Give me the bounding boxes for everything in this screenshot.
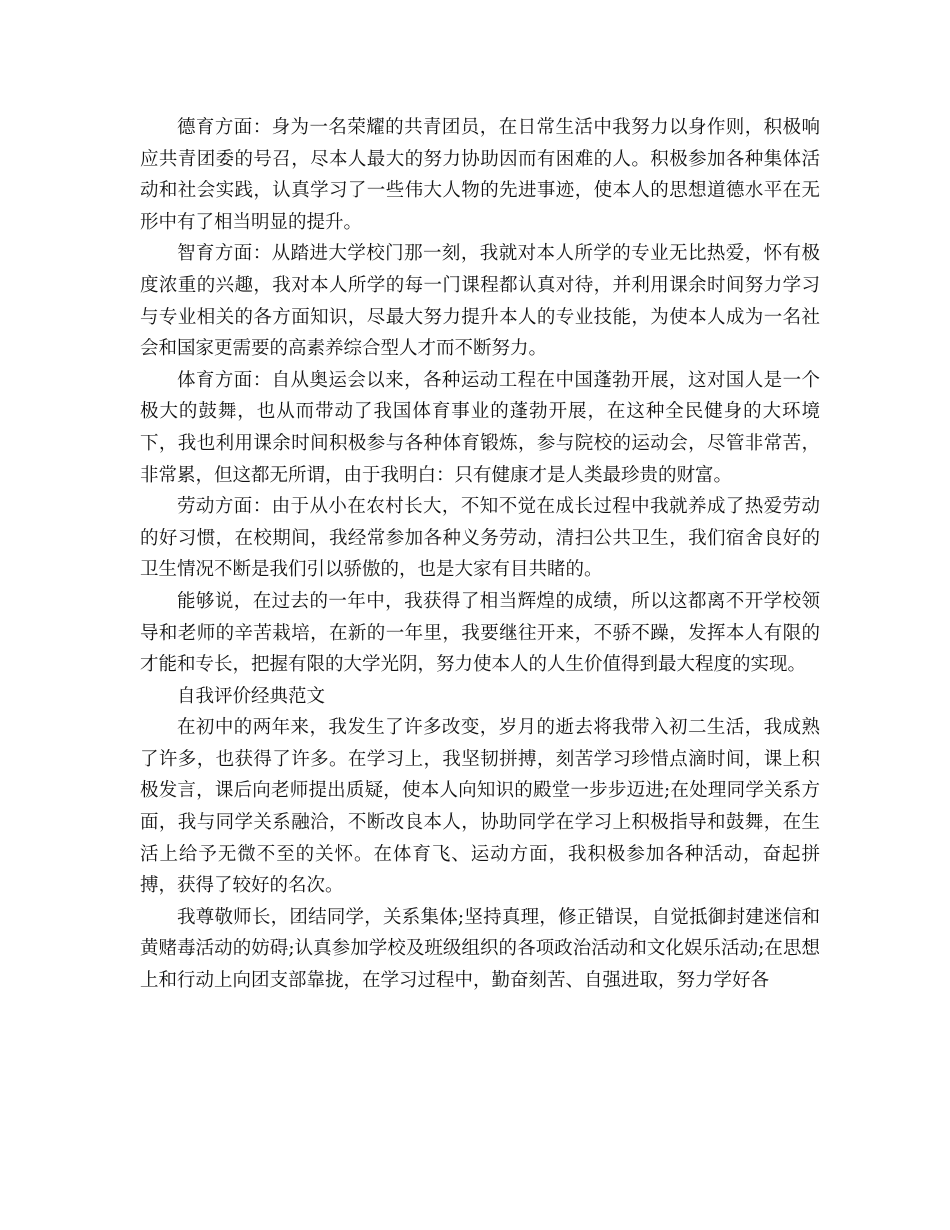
paragraph-intellectual-education: 智育方面：从踏进大学校门那一刻，我就对本人所学的专业无比热爱，怀有极度浓重的兴趣，我对本人所学的每一门课程都认真对待，并利用课余时间努力学习与专业相关的各方面知识，尽最大努力提升本人的专业技能，为使本人成为一名社会和国家更需要的高素养综合型人才而不断努力。 [140,243,820,360]
paragraph-respect: 我尊敬师长，团结同学，关系集体;坚持真理，修正错误，自觉抵御封建迷信和黄赌毒活动的妨碍;认真参加学校及班级组织的各项政治活动和文化娱乐活动;在思想上和行动上向团支部靠拢，在学习过程中，勤奋刻苦、自强进取，努力学好各 [140,906,820,992]
paragraph-moral-education: 德育方面：身为一名荣耀的共青团员，在日常生活中我努力以身作则，积极响应共青团委的号召，尽本人最大的努力协助因而有困难的人。积极参加各种集体活动和社会实践，认真学习了一些伟大人物的先进事迹，使本人的思想道德水平在无形中有了相当明显的提升。 [140,117,820,233]
document-body [140,112,820,997]
paragraph-physical-education: 体育方面：自从奥运会以来，各种运动工程在中国蓬勃开展，这对国人是一个极大的鼓舞，也从而带动了我国体育事业的蓬勃开展，在这种全民健身的大环境下，我也利用课余时间积极参与各种体育锻炼，参与院校的运动会，尽管非常苦，非常累，但这都无所谓，由于我明白：只有健康才是人类最珍贵的财富。 [140,369,820,486]
paragraph-labor: 劳动方面：由于从小在农村长大，不知不觉在成长过程中我就养成了热爱劳动的好习惯，在校期间，我经常参加各种义务劳动，清扫公共卫生，我们宿舍良好的卫生情况不断是我们引以骄傲的，也是大家有目共睹的。 [140,496,820,581]
paragraph-junior-high: 在初中的两年来，我发生了许多改变，岁月的逝去将我带入初二生活，我成熟了许多，也获得了许多。在学习上，我坚韧拼搏，刻苦学习珍惜点滴时间，课上积极发言，课后向老师提出质疑，使本人向知识的殿堂一步步迈进;在处理同学关系方面，我与同学关系融洽，不断改良本人，协助同学在学习上积极指导和鼓舞，在生活上给予无微不至的关怀。在体育飞、运动方面，我积极参加各种活动，奋起拼搏，获得了较好的名次。 [140,717,820,897]
paragraph-summary: 能够说，在过去的一年中，我获得了相当辉煌的成绩，所以这都离不开学校领导和老师的辛苦栽培，在新的一年里，我要继往开来，不骄不躁，发挥本人有限的才能和专长，把握有限的大学光阴，努力使本人的人生价值得到最大程度的实现。 [140,590,820,676]
section-heading: 自我评价经典范文 [177,685,326,707]
